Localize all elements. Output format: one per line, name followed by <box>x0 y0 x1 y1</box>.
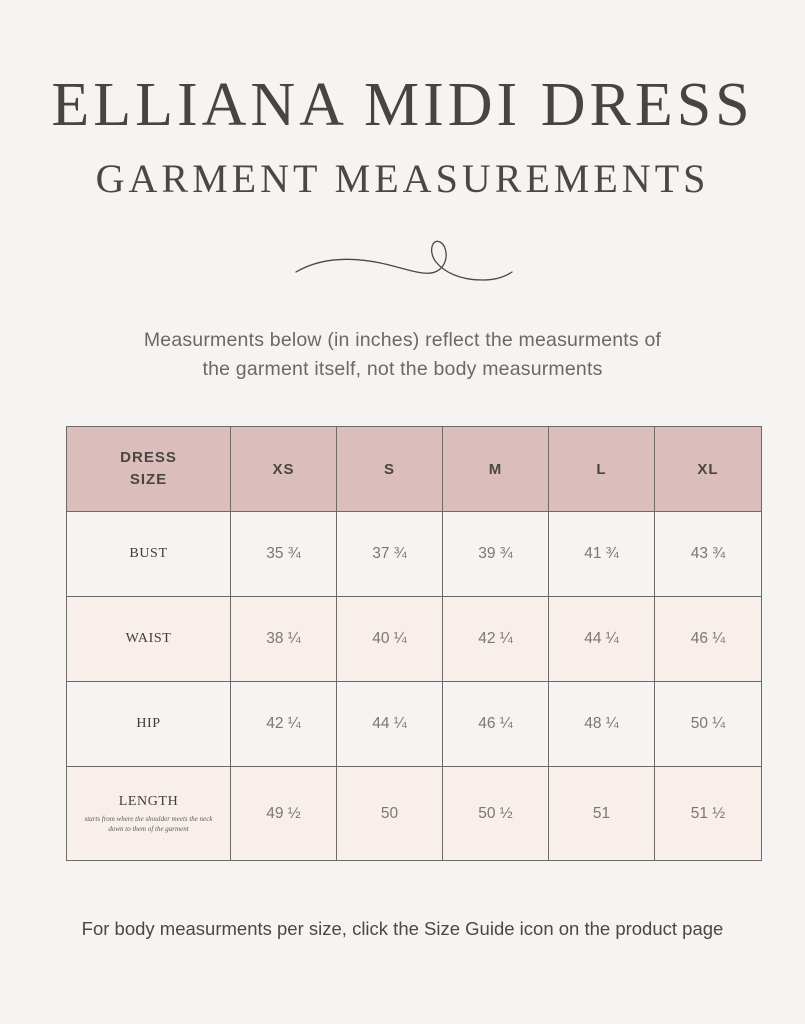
intro-line-2: the garment itself, not the body measurments <box>202 358 603 380</box>
table-cell: 51 ½ <box>655 767 762 861</box>
table-cell: 44 ¼ <box>337 682 443 767</box>
table-cell: 41 ¾ <box>549 512 655 597</box>
row-label-waist: WAIST <box>67 597 231 682</box>
table-row-bust <box>67 512 762 597</box>
table-cell: 49 ½ <box>231 767 337 861</box>
page-subtitle: GARMENT MEASUREMENTS <box>95 156 710 201</box>
measurements-table <box>66 426 761 861</box>
row-label-length <box>67 767 231 861</box>
table-row-waist <box>67 597 762 682</box>
table-cell: 40 ¼ <box>337 597 443 682</box>
table-cell: 42 ¼ <box>231 682 337 767</box>
header-size-m: M <box>443 427 549 512</box>
table-row-hip <box>67 682 762 767</box>
length-note-line-2: down to them of the garment <box>108 824 189 833</box>
row-label-length-text: LENGTH <box>118 793 179 809</box>
header-size-label: SIZE <box>129 471 168 488</box>
table-cell: 50 <box>337 767 443 861</box>
table-cell: 46 ¼ <box>655 597 762 682</box>
flourish-divider-icon <box>290 236 520 288</box>
table-cell: 46 ¼ <box>443 682 549 767</box>
header-dress-size <box>67 427 231 512</box>
table-cell: 44 ¼ <box>549 597 655 682</box>
table-cell: 42 ¼ <box>443 597 549 682</box>
intro-text <box>100 326 705 384</box>
table-cell: 39 ¾ <box>443 512 549 597</box>
table-row-length <box>67 767 762 861</box>
table-cell: 50 ¼ <box>655 682 762 767</box>
table-header-row <box>67 427 762 512</box>
header-size-s: S <box>337 427 443 512</box>
table-cell: 37 ¾ <box>337 512 443 597</box>
row-label-bust: BUST <box>67 512 231 597</box>
page-title: ELLIANA MIDI DRESS <box>51 71 754 139</box>
table-cell: 38 ¼ <box>231 597 337 682</box>
footer-note: For body measurments per size, click the Size Guide icon on the product page <box>81 918 724 939</box>
table-cell: 43 ¾ <box>655 512 762 597</box>
intro-line-1: Measurments below (in inches) reflect the measurments of <box>143 329 662 351</box>
header-dress-label: DRESS <box>120 449 177 466</box>
table-cell: 50 ½ <box>443 767 549 861</box>
table-cell: 51 <box>549 767 655 861</box>
row-label-hip: HIP <box>67 682 231 767</box>
header-size-xs: XS <box>231 427 337 512</box>
length-note-line-1: starts from where the shoulder meets the neck <box>84 814 213 823</box>
table-cell: 48 ¼ <box>549 682 655 767</box>
header-size-l: L <box>549 427 655 512</box>
table-cell: 35 ¾ <box>231 512 337 597</box>
header-size-xl: XL <box>655 427 762 512</box>
length-note <box>67 814 230 834</box>
